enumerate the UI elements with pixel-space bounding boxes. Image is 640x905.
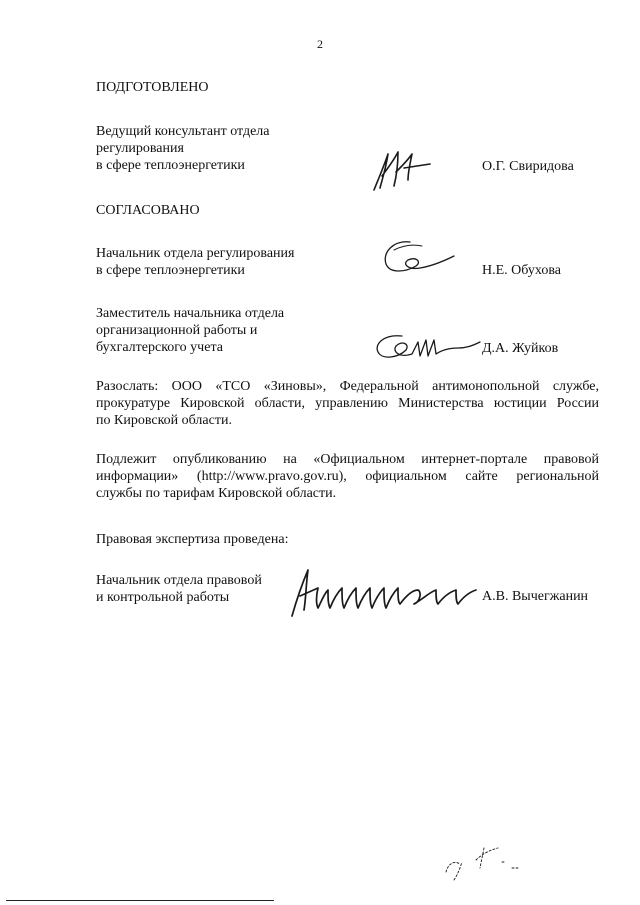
agreed-position-1	[96, 245, 294, 279]
position-line: Начальник отдела правовой	[96, 573, 262, 588]
position-line: бухгалтерского учета	[96, 340, 223, 355]
distribution-line: Разослать: ООО «ТСО «Зиновы», Федеральной антимонопольной службе,	[96, 379, 599, 394]
agreed-name-2: Д.А. Жуйков	[482, 341, 559, 356]
prepared-heading: ПОДГОТОВЛЕНО	[96, 80, 209, 95]
bottom-divider	[6, 900, 274, 901]
distribution-paragraph	[96, 378, 599, 429]
position-line: и контрольной работы	[96, 590, 230, 605]
position-line: Заместитель начальника отдела	[96, 306, 285, 321]
legal-review-text: Правовая экспертиза проведена:	[96, 532, 289, 547]
position-line: организационной работы и	[96, 323, 258, 338]
distribution-line: по Кировской области.	[96, 413, 232, 428]
position-line: регулирования	[96, 141, 184, 156]
page-number: 2	[317, 37, 323, 51]
position-line: в сфере теплоэнергетики	[96, 263, 245, 278]
signature-sviridova	[368, 146, 438, 194]
legal-review-position	[96, 572, 262, 606]
publication-line: службы по тарифам Кировской области.	[96, 486, 337, 501]
signature-zhuikov	[372, 330, 484, 364]
legal-review-name: А.В. Вычегжанин	[482, 589, 589, 604]
distribution-line: прокуратуре Кировской области, управлению Министерства юстиции России	[96, 396, 599, 411]
position-line: Ведущий консультант отдела	[96, 124, 270, 139]
prepared-position	[96, 123, 270, 174]
publication-line: информации» (http://www.pravo.gov.ru), официальном сайте региональной	[96, 469, 599, 484]
prepared-name: О.Г. Свиридова	[482, 159, 574, 174]
agreed-name-1: Н.Е. Обухова	[482, 263, 561, 278]
faint-scribble	[440, 838, 530, 888]
agreed-heading: СОГЛАСОВАНО	[96, 203, 200, 218]
publication-paragraph	[96, 451, 599, 502]
signature-vychegzhanin	[284, 566, 480, 620]
agreed-position-2	[96, 305, 284, 356]
position-line: в сфере теплоэнергетики	[96, 158, 245, 173]
position-line: Начальник отдела регулирования	[96, 246, 295, 261]
signature-obukhova	[376, 236, 458, 280]
publication-line: Подлежит опубликованию на «Официальном интернет-портале правовой	[96, 452, 599, 467]
